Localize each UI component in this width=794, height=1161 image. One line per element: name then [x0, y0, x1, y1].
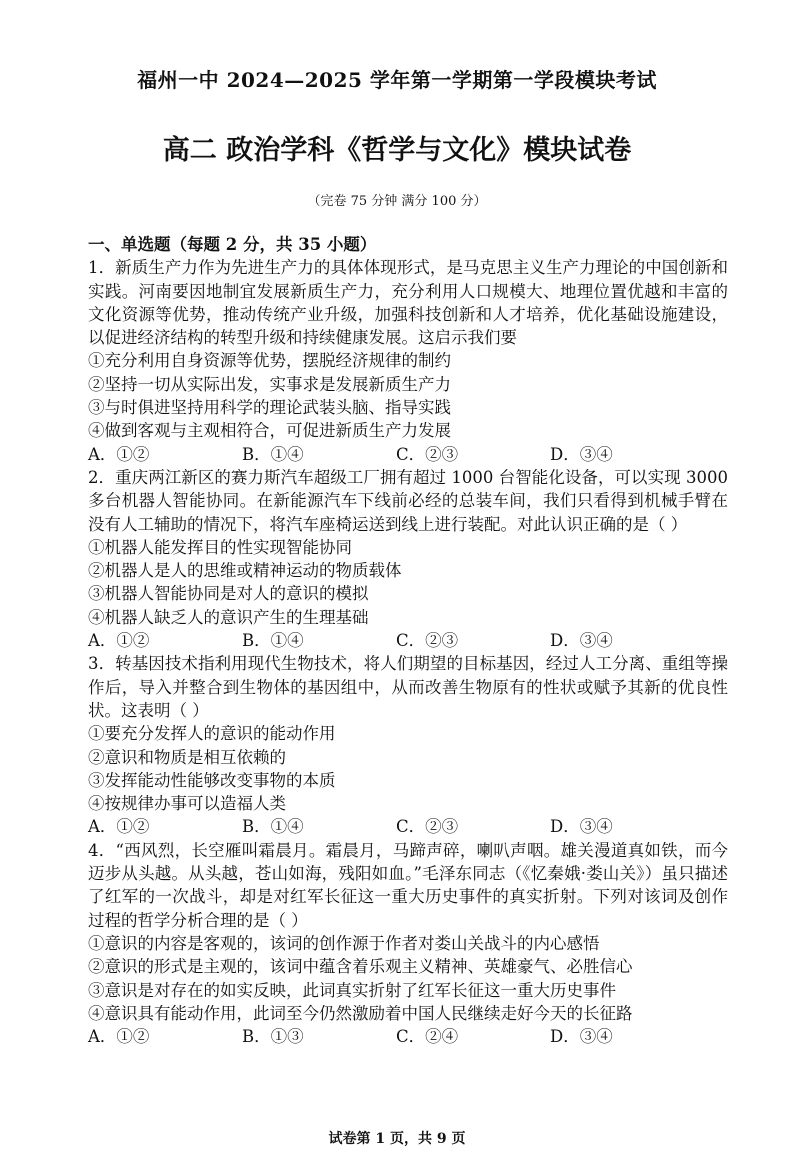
answer-choices — [88, 629, 728, 652]
statement-4: ④机器人缺乏人的意识产生的生理基础 — [88, 607, 369, 627]
statement-2: ②意识和物质是相互依赖的 — [88, 747, 286, 767]
choice-a[interactable]: A．①② — [88, 817, 150, 837]
question-stem: 1．新质生产力作为先进生产力的具体体现形式，是马克思主义生产力理论的中国创新和实践。河南要因地制宜发展新质生产力，充分利用人口规模大、地理位置优越和丰富的文化资源等优势，推动传统产业升级，加强科技创新和人才培养，优化基础设施建设，以促进经济结构的转型升级和持续健康发展。这启示我们要 — [88, 258, 728, 348]
statement-4: ④做到客观与主观相符合，可促进新质生产力发展 — [88, 421, 451, 441]
statement-4: ④意识具有能动作用，此词至今仍然激励着中国人民继续走好今天的长征路 — [88, 1003, 633, 1023]
section-title: 一、单选题（每题 2 分，共 35 小题） — [88, 235, 377, 254]
statement-2: ②意识的形式是主观的，该词中蕴含着乐观主义精神、英雄豪气、必胜信心 — [88, 957, 633, 977]
answer-choices — [88, 1025, 728, 1048]
statement-2: ②机器人是人的思维或精神运动的物质载体 — [88, 561, 402, 581]
statement-1: ①机器人能发挥目的性实现智能协同 — [88, 537, 352, 557]
exam-title: 高二 政治学科《哲学与文化》模块试卷 — [162, 135, 632, 166]
choice-d[interactable]: D．③④ — [550, 817, 613, 837]
choice-b[interactable]: B．①④ — [242, 631, 304, 651]
choice-b[interactable]: B．①③ — [242, 1027, 304, 1047]
choice-c[interactable]: C．②③ — [396, 817, 459, 837]
choice-b[interactable]: B．①④ — [242, 444, 304, 464]
choice-d[interactable]: D．③④ — [550, 631, 613, 651]
answer-choices — [88, 443, 728, 466]
answer-choices — [88, 815, 728, 838]
exam-time-score-info: （完卷 75 分钟 满分 100 分） — [307, 194, 487, 209]
choice-c[interactable]: C．②③ — [396, 631, 459, 651]
statement-2: ②坚持一切从实际出发，实事求是发展新质生产力 — [88, 374, 451, 394]
question-stem: 2．重庆两江新区的赛力斯汽车超级工厂拥有超过 1000 台智能化设备，可以实现 3000 多台机器人智能协同。在新能源汽车下线前必经的总装车间，我们只看得到机械手臂在没有人工辅助的情况下，将汽车座椅运送到线上进行装配。对此认识正确的是（ ） — [88, 467, 728, 534]
question-2 — [88, 466, 728, 652]
choice-d[interactable]: D．③④ — [550, 444, 613, 464]
question-stem: 4．“西风烈，长空雁叫霜晨月。霜晨月，马蹄声碎，喇叭声咽。雄关漫道真如铁，而今迈步从头越。从头越，苍山如海，残阳如血。”毛泽东同志（《忆秦娥·娄山关》）虽只描述了红军的一次战斗，却是对红军长征这一重大历史事件的真实折射。下列对该词及创作过程的哲学分析合理的是（ ） — [88, 840, 728, 930]
statement-1: ①要充分发挥人的意识的能动作用 — [88, 724, 336, 744]
choice-b[interactable]: B．①④ — [242, 817, 304, 837]
exam-content — [88, 233, 728, 1048]
choice-c[interactable]: C．②③ — [396, 444, 459, 464]
choice-c[interactable]: C．②④ — [396, 1027, 459, 1047]
question-4 — [88, 839, 728, 1049]
choice-a[interactable]: A．①② — [88, 444, 150, 464]
page-number: 试卷第 1 页，共 9 页 — [328, 1131, 466, 1147]
question-3 — [88, 652, 728, 838]
choice-d[interactable]: D．③④ — [550, 1027, 613, 1047]
statement-3: ③机器人智能协同是对人的意识的模拟 — [88, 584, 369, 604]
question-stem: 3．转基因技术指利用现代生物技术，将人们期望的目标基因，经过人工分离、重组等操作后，导入并整合到生物体的基因组中，从而改善生物原有的性状或赋予其新的优良性状。这表明（ ） — [88, 654, 728, 720]
question-1 — [88, 256, 728, 466]
choice-a[interactable]: A．①② — [88, 631, 150, 651]
statement-3: ③发挥能动性能够改变事物的本质 — [88, 770, 336, 790]
statement-3: ③与时俱进坚持用科学的理论武装头脑、指导实践 — [88, 398, 451, 418]
choice-a[interactable]: A．①② — [88, 1027, 150, 1047]
exam-school-header: 福州一中 2024—2025 学年第一学期第一学段模块考试 — [137, 68, 657, 92]
statement-1: ①意识的内容是客观的，该词的创作源于作者对娄山关战斗的内心感悟 — [88, 933, 600, 953]
statement-1: ①充分利用自身资源等优势，摆脱经济规律的制约 — [88, 351, 451, 371]
statement-4: ④按规律办事可以造福人类 — [88, 794, 286, 814]
statement-3: ③意识是对存在的如实反映，此词真实折射了红军长征这一重大历史事件 — [88, 980, 616, 1000]
